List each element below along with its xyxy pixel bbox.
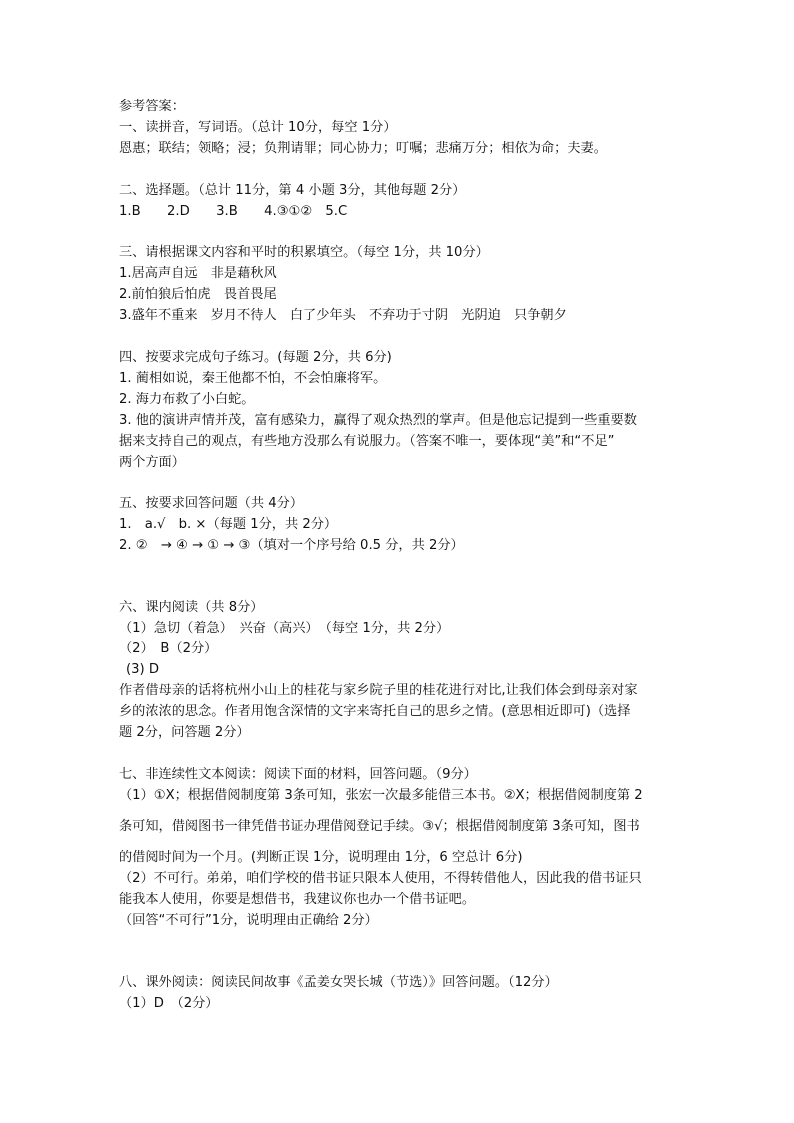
section-3-answer-1: 1.居高声自远 非是藉秋风 — [119, 266, 277, 281]
section-6-heading: 六、课内阅读（共 8分） — [119, 600, 264, 615]
section-4-heading: 四、按要求完成句子练习。(每题 2分，共 6分) — [119, 350, 392, 365]
section-6-answer-1: （1）急切（着急） 兴奋（高兴） （每空 1分，共 2分） — [119, 621, 450, 636]
section-5-heading: 五、按要求回答问题（共 4分） — [119, 496, 304, 511]
section-7-answer-2: （2）不可行。弟弟，咱们学校的借书证只限本人使用，不得转借他人，因此我的借书证只 — [119, 871, 642, 886]
section-3-heading: 三、请根据课文内容和平时的积累填空。（每空 1分，共 10分） — [119, 245, 489, 260]
section-6-explanation-cont: 乡的浓浓的思念。作者用饱含深情的文字来寄托自己的思乡之情。(意思相近即可)（选择 — [119, 704, 631, 719]
section-5-answer-1: 1. a.√ b. ×（每题 1分，共 2分） — [119, 517, 338, 532]
section-8-heading: 八、课外阅读：阅读民间故事《孟姜女哭长城（节选）》回答问题。（12分） — [119, 975, 558, 990]
section-8-answer-1: （1）D （2分） — [119, 996, 219, 1011]
section-7-heading: 七、非连续性文本阅读：阅读下面的材料，回答问题。（9分） — [119, 767, 477, 782]
answer-key-title: 参考答案： — [119, 99, 185, 114]
section-7-answer-1-end: 的借阅时间为一个月。(判断正误 1分，说明理由 1分，6 空总计 6分) — [119, 850, 523, 865]
section-3-answer-2: 2.前怕狼后怕虎 畏首畏尾 — [119, 287, 277, 302]
section-4-answer-2: 2. 海力布救了小白蛇。 — [119, 392, 255, 407]
section-2-heading: 二、选择题。（总计 11分，第 4 小题 3分，其他每题 2分） — [119, 183, 466, 198]
section-7-scoring: （回答“不可行”1分，说明理由正确给 2分） — [119, 913, 378, 928]
section-4-answer-1: 1. 蔺相如说，秦王他都不怕，不会怕廉将军。 — [119, 371, 387, 386]
section-7-answer-1: （1）①X；根据借阅制度第 3条可知，张宏一次最多能借三本书。②X；根据借阅制度第 2 — [119, 788, 643, 803]
section-6-answer-2: （2） B（2分） — [119, 641, 218, 656]
section-6-explanation: 作者借母亲的话将杭州小山上的桂花与家乡院子里的桂花进行对比,让我们体会到母亲对家 — [119, 683, 638, 698]
section-6-explanation-end: 题 2分，问答题 2分） — [119, 725, 250, 740]
section-5-answer-2: 2. ② → ④ → ① → ③（填对一个序号给 0.5 分，共 2分） — [119, 538, 464, 553]
section-3-answer-3: 3.盛年不重来 岁月不待人 白了少年头 不弃功于寸阴 光阴迫 只争朝夕 — [119, 308, 567, 323]
section-2-answers: 1.B 2.D 3.B 4.③①② 5.C — [119, 204, 348, 219]
section-1-answers: 恩惠；联结；领略；浸；负荆请罪；同心协力；叮嘱；悲痛万分；相依为命；夫妻。 — [119, 141, 607, 156]
section-4-answer-3: 3. 他的演讲声情并茂，富有感染力，赢得了观众热烈的掌声。但是他忘记提到一些重要数 — [119, 413, 637, 428]
section-4-answer-3-end: 两个方面） — [119, 455, 185, 470]
section-4-answer-3-cont: 据来支持自己的观点，有些地方没那么有说服力。（答案不唯一，要体现“美”和“不足” — [119, 434, 615, 449]
section-1-heading: 一、读拼音，写词语。（总计 10分，每空 1分） — [119, 120, 397, 135]
section-7-answer-2-cont: 能我本人使用，你要是想借书，我建议你也办一个借书证吧。 — [119, 892, 476, 907]
section-6-answer-3: (3) D — [126, 662, 160, 677]
section-7-answer-1-cont: 条可知，借阅图书一律凭借书证办理借阅登记手续。③√；根据借阅制度第 3条可知，图书 — [119, 819, 640, 834]
